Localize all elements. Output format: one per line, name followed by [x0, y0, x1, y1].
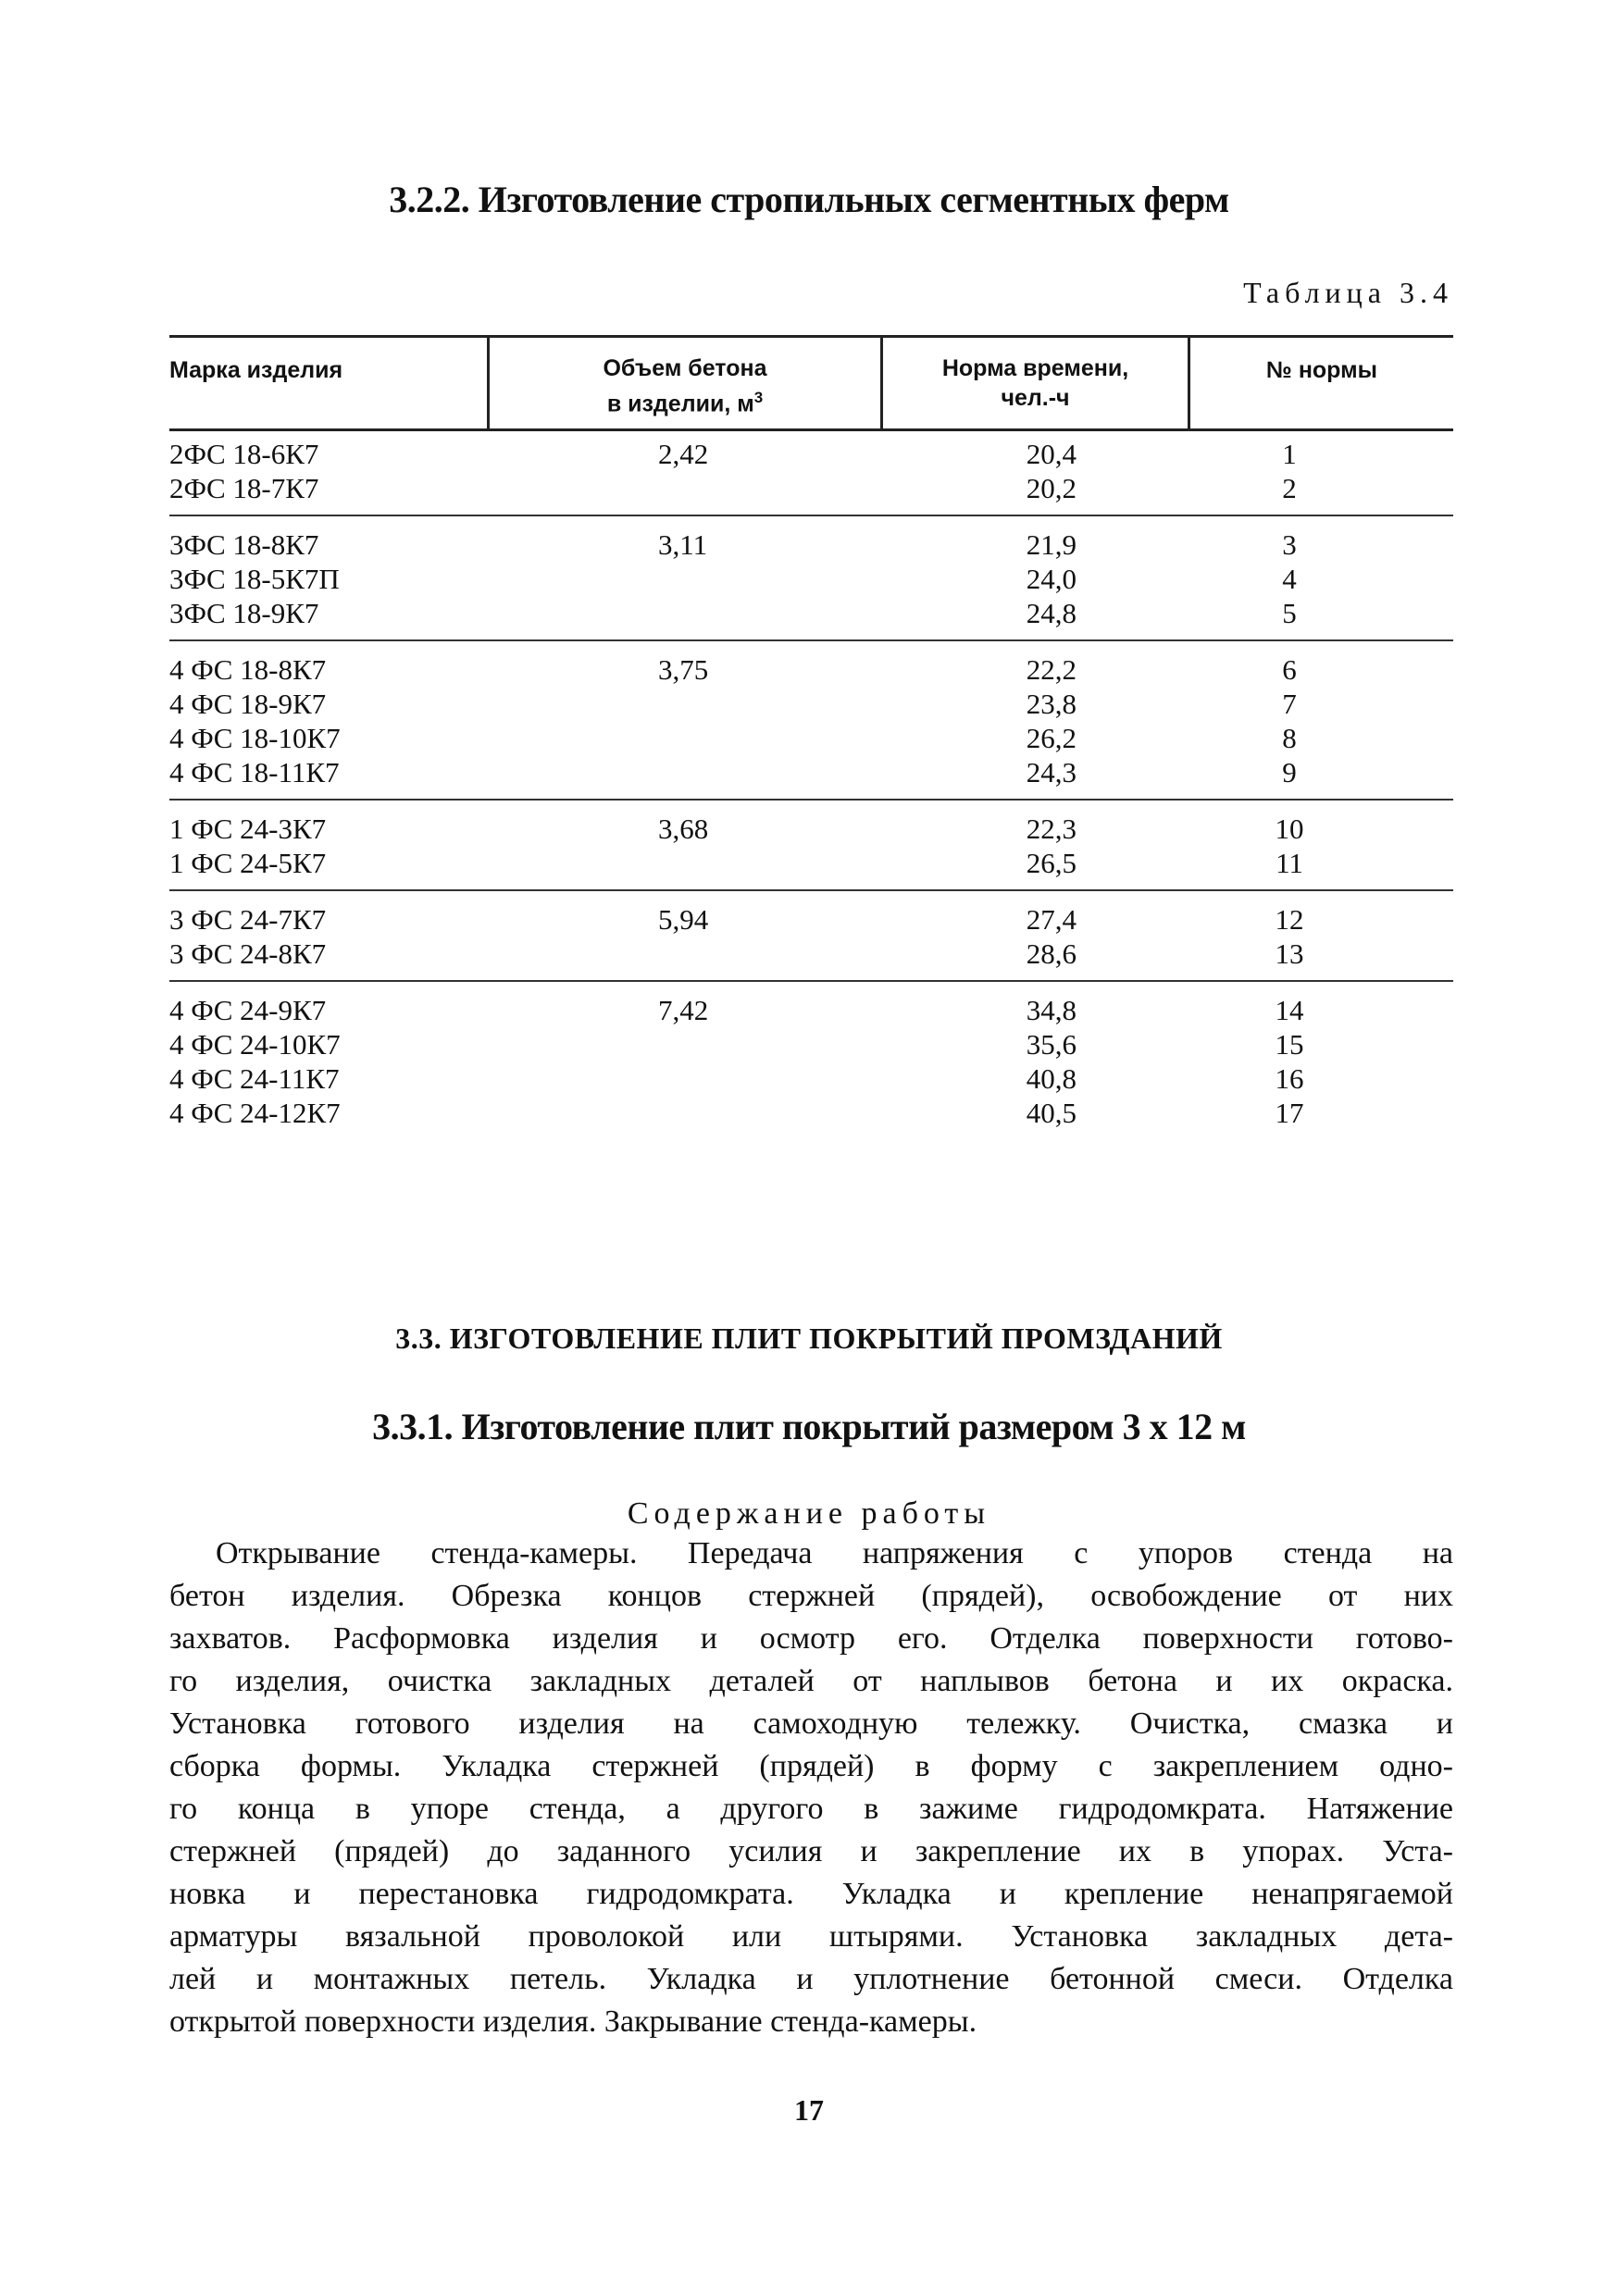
paragraph-line: стержней (прядей) до заданного усилия и закрепление их в упорах. Уста- [169, 1834, 1453, 1868]
content-title: Содержание работы [627, 1496, 991, 1531]
cell-number: 10 [1275, 813, 1304, 845]
table-row [169, 902, 1453, 937]
cell-number: 13 [1275, 937, 1304, 970]
cell-number: 1 [1282, 438, 1297, 470]
table-group [169, 515, 1453, 639]
group-divider [169, 639, 1453, 641]
cell-number: 12 [1275, 903, 1304, 936]
cell-norm: 26,5 [1026, 847, 1077, 879]
paragraph-line: открытой поверхности изделия. Закрывание стенда-камеры. [169, 2004, 977, 2039]
table-row [169, 652, 1453, 687]
table-group [169, 889, 1453, 980]
cell-number: 3 [1282, 528, 1297, 561]
paragraph-line: новка и перестановка гидродомкрата. Укладка и крепление ненапрягаемой [169, 1877, 1453, 1911]
cell-mark: 3 ФС 24-7К7 [169, 903, 327, 936]
cell-volume: 5,94 [658, 903, 709, 936]
cell-mark: 1 ФС 24-5К7 [169, 847, 327, 879]
cell-mark: 4 ФС 24-9К7 [169, 994, 327, 1026]
cell-mark: 3ФС 18-8К7 [169, 528, 319, 561]
table-row [169, 721, 1453, 755]
cell-number: 4 [1282, 563, 1297, 595]
table-group [169, 980, 1453, 1139]
table-row [169, 755, 1453, 789]
group-divider [169, 515, 1453, 516]
table-row [169, 596, 1453, 630]
table-group [169, 799, 1453, 889]
table-row [169, 687, 1453, 721]
group-divider [169, 980, 1453, 982]
cell-volume: 2,42 [658, 438, 709, 470]
table-row [169, 1096, 1453, 1130]
section-heading-3-3-1: 3.3.1. Изготовление плит покрытий размером 3 х 12 м [372, 1406, 1246, 1447]
cell-norm: 20,4 [1026, 438, 1077, 470]
cell-norm: 24,3 [1026, 756, 1077, 788]
table-row [169, 846, 1453, 880]
header-volume: Объем бетона в изделии, $м^3$ [603, 355, 767, 417]
table-row [169, 1027, 1453, 1061]
cell-norm: 24,0 [1026, 563, 1077, 595]
cell-norm: 40,5 [1026, 1097, 1077, 1129]
paragraph-line: Открывание стенда-камеры. Передача напряжения с упоров стенда на [216, 1536, 1453, 1570]
cell-volume: 3,11 [658, 528, 708, 561]
header-mark: Марка изделия [169, 357, 343, 383]
cell-norm: 22,2 [1026, 653, 1077, 686]
cell-mark: 3 ФС 24-8К7 [169, 937, 327, 970]
table-top-rule [169, 335, 1453, 338]
cell-mark: 4 ФС 18-11К7 [169, 756, 340, 788]
cell-number: 9 [1282, 756, 1297, 788]
paragraph-line: арматуры вязальной проволокой или штырями. Установка закладных дета- [169, 1919, 1453, 1954]
cell-volume: 3,75 [658, 653, 709, 686]
section-heading-3-2-2: 3.2.2. Изготовление стропильных сегментных ферм [389, 179, 1229, 220]
cell-mark: 4 ФС 18-8К7 [169, 653, 327, 686]
cell-mark: 2ФС 18-6К7 [169, 438, 319, 470]
cell-number: 7 [1282, 688, 1297, 720]
table-row [169, 812, 1453, 846]
cell-norm: 22,3 [1026, 813, 1077, 845]
cell-mark: 1 ФС 24-3К7 [169, 813, 327, 845]
table-row [169, 937, 1453, 971]
paragraph-line: го конца в упоре стенда, а другого в зажиме гидродомкрата. Натяжение [169, 1792, 1453, 1826]
section-heading-3-3: 3.3. ИЗГОТОВЛЕНИЕ ПЛИТ ПОКРЫТИЙ ПРОМЗДАНИЙ [395, 1322, 1223, 1355]
group-divider [169, 799, 1453, 800]
cell-number: 14 [1275, 994, 1304, 1026]
cell-mark: 4 ФС 18-10К7 [169, 722, 341, 754]
cell-number: 15 [1275, 1028, 1304, 1061]
cell-norm: 24,8 [1026, 597, 1077, 629]
table-body [169, 431, 1453, 1139]
cell-norm: 28,6 [1026, 937, 1077, 970]
paragraph-line: Установка готового изделия на самоходную тележку. Очистка, смазка и [169, 1706, 1453, 1741]
paragraph-line: захватов. Расформовка изделия и осмотр его. Отделка поверхности готово- [169, 1621, 1453, 1656]
cell-mark: 3ФС 18-5К7П [169, 563, 340, 595]
paragraph-line: сборка формы. Укладка стержней (прядей) в форму с закреплением одно- [169, 1749, 1453, 1783]
header-norm: Норма времени, чел.-ч [941, 355, 1129, 411]
cell-volume: 7,42 [658, 994, 709, 1026]
group-divider [169, 889, 1453, 891]
cell-mark: 2ФС 18-7К7 [169, 472, 319, 504]
table-row [169, 562, 1453, 596]
cell-number: 16 [1275, 1062, 1304, 1095]
cell-norm: 27,4 [1026, 903, 1077, 936]
cell-norm: 35,6 [1026, 1028, 1077, 1061]
table-row [169, 471, 1453, 505]
cell-mark: 4 ФС 24-12К7 [169, 1097, 341, 1129]
cell-mark: 4 ФС 24-10К7 [169, 1028, 341, 1061]
cell-volume: 3,68 [658, 813, 709, 845]
paragraph-line: лей и монтажных петель. Укладка и уплотнение бетонной смеси. Отделка [169, 1962, 1453, 1996]
header-number: № нормы [1266, 357, 1377, 383]
cell-norm: 34,8 [1026, 994, 1077, 1026]
cell-number: 8 [1282, 722, 1297, 754]
table-row [169, 1061, 1453, 1096]
cell-mark: 3ФС 18-9К7 [169, 597, 319, 629]
cell-number: 17 [1275, 1097, 1304, 1129]
cell-norm: 21,9 [1026, 528, 1077, 561]
work-content-paragraph [169, 1533, 1453, 2043]
table-row [169, 437, 1453, 471]
cell-number: 5 [1282, 597, 1297, 629]
paragraph-line: бетон изделия. Обрезка концов стержней (прядей), освобождение от них [169, 1579, 1453, 1613]
table-group [169, 639, 1453, 799]
cell-number: 11 [1276, 847, 1303, 879]
page-number: 17 [794, 2093, 824, 2127]
table-caption: Таблица 3.4 [1243, 276, 1453, 309]
table-group [169, 431, 1453, 515]
cell-number: 6 [1282, 653, 1297, 686]
cell-norm: 23,8 [1026, 688, 1077, 720]
cell-norm: 20,2 [1026, 472, 1077, 504]
table-row [169, 993, 1453, 1027]
cell-norm: 26,2 [1026, 722, 1077, 754]
cell-mark: 4 ФС 24-11К7 [169, 1062, 340, 1095]
cell-mark: 4 ФС 18-9К7 [169, 688, 327, 720]
cell-number: 2 [1282, 472, 1297, 504]
cell-norm: 40,8 [1026, 1062, 1077, 1095]
paragraph-line: го изделия, очистка закладных деталей от наплывов бетона и их окраска. [169, 1664, 1453, 1698]
table-row [169, 527, 1453, 562]
